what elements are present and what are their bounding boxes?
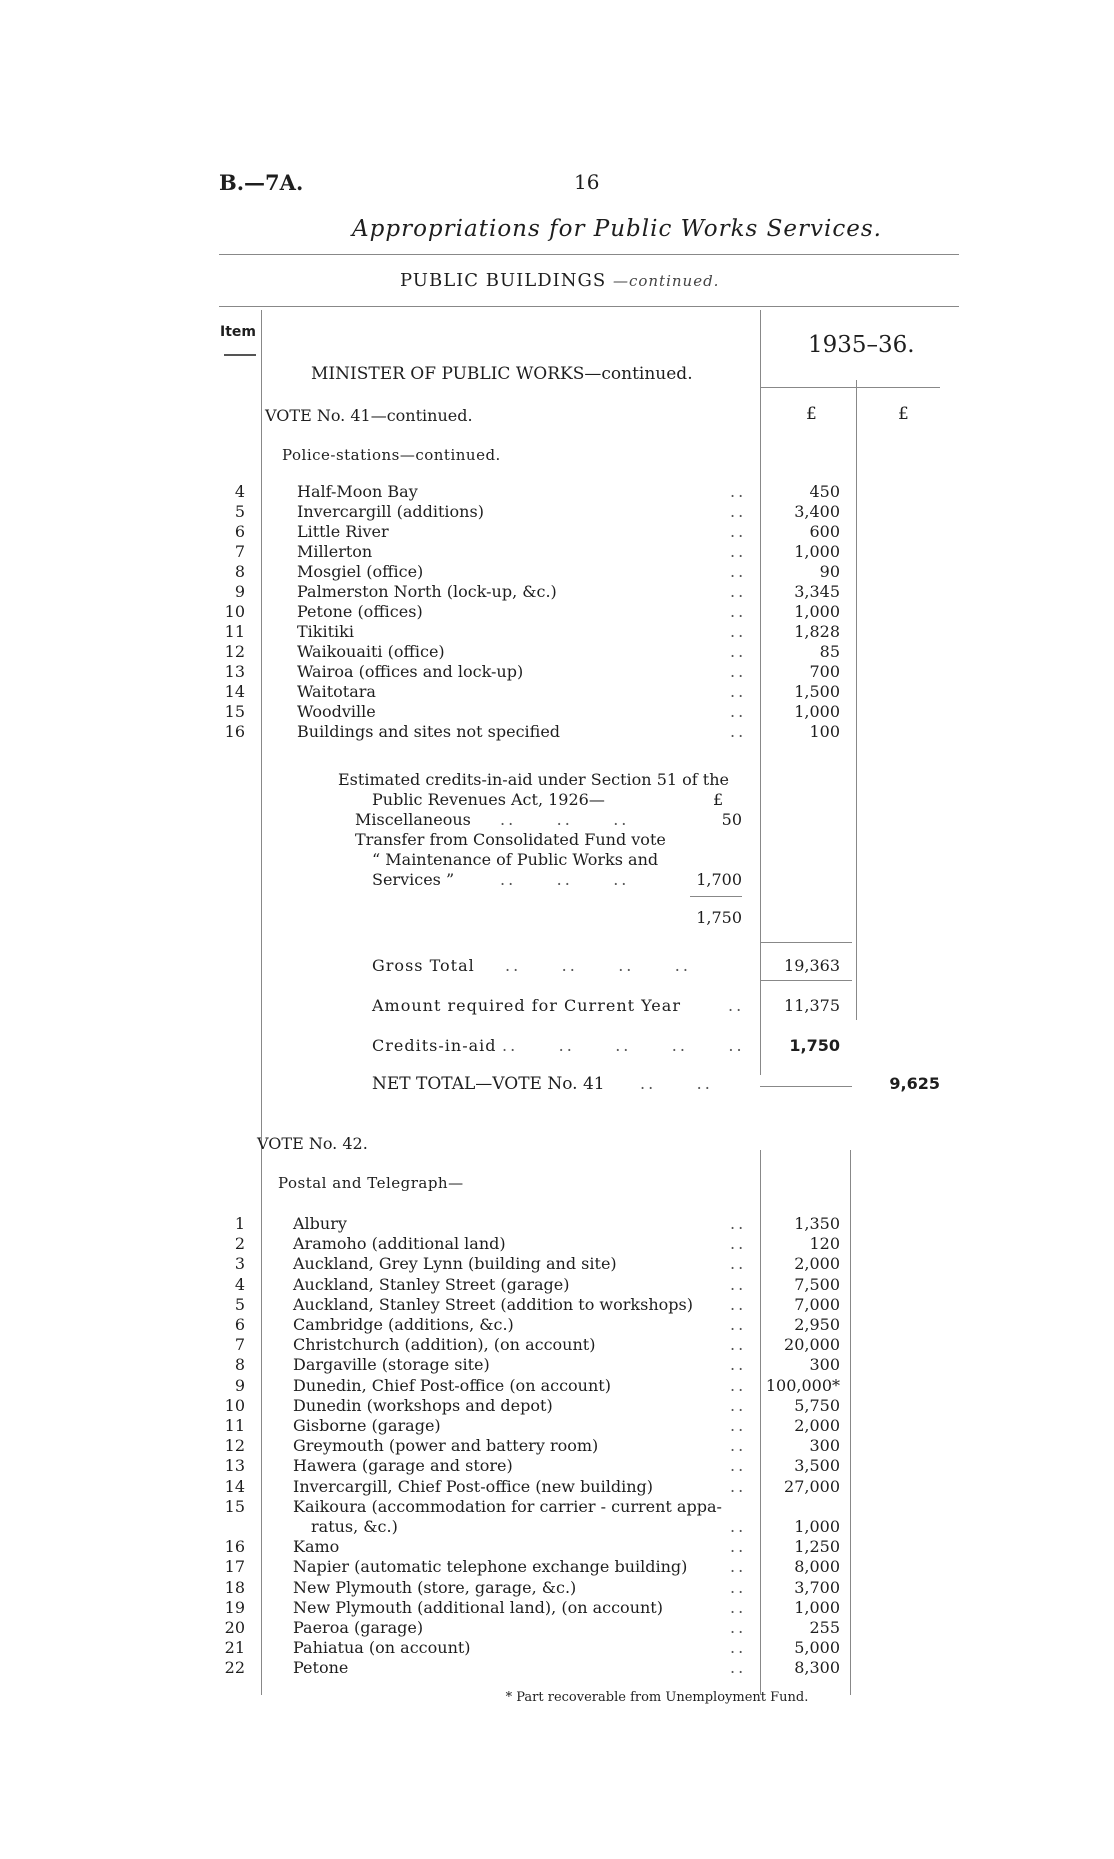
item-amount: 450: [809, 482, 840, 501]
item-number: 10: [224, 1395, 245, 1415]
leader-dots: ..: [730, 502, 747, 521]
leader-dots: .. .. .. ..: [505, 956, 691, 975]
item-description: New Plymouth (additional land), (on account): [293, 1597, 663, 1617]
item-number: 16: [224, 722, 245, 741]
leader-dots: .. .. .. .. ..: [502, 1036, 745, 1055]
item-number: 2: [234, 1234, 245, 1254]
item-amount: 2,950: [794, 1315, 840, 1334]
item-number: 1: [234, 1214, 245, 1233]
item-amount: 300: [809, 1355, 840, 1375]
item-number: 3: [234, 1254, 245, 1274]
credits-transfer1: Transfer from Consolidated Fund vote: [355, 830, 666, 849]
leader-dots: ..: [730, 722, 747, 741]
credits-transfer3: Services ”: [372, 870, 455, 889]
item-description: Palmerston North (lock-up, &c.): [297, 582, 557, 601]
item-number: 6: [234, 1315, 245, 1334]
table-row: [0, 1275, 1114, 1295]
gross-rule-bottom: [760, 980, 852, 981]
item-amount: 7,000: [794, 1294, 840, 1314]
item-number: 14: [224, 1476, 245, 1496]
credits-subtotal: 1,750: [696, 908, 742, 927]
item-description: Greymouth (power and battery room): [293, 1436, 599, 1456]
item-column-header: Item: [220, 324, 256, 340]
leader-dots: .. .. ..: [500, 870, 630, 889]
item-number: 9: [234, 582, 245, 601]
table-row: [0, 1436, 1114, 1456]
item-description: Dunedin, Chief Post-office (on account): [293, 1375, 611, 1395]
item-description: New Plymouth (store, garage, &c.): [293, 1577, 577, 1597]
item-description: Woodville: [297, 702, 376, 721]
leader-dots: .. ..: [640, 1074, 713, 1093]
item-description: Pahiatua (on account): [293, 1638, 471, 1658]
item-description: Petone (offices): [297, 602, 423, 621]
item-description: Auckland, Grey Lynn (building and site): [293, 1254, 617, 1274]
item-description: Mosgiel (office): [297, 562, 424, 581]
leader-dots: ..: [730, 542, 747, 561]
credits-transfer2: “ Maintenance of Public Works and: [372, 850, 659, 869]
leader-dots: ..: [730, 1355, 747, 1375]
item-amount: 1,000: [794, 702, 840, 721]
item-number: 5: [234, 502, 245, 521]
item-amount: 3,700: [794, 1577, 840, 1597]
leader-dots: ..: [730, 1234, 747, 1254]
table-row: [0, 702, 1114, 722]
item-number: 15: [224, 702, 245, 721]
item-amount: 100: [809, 722, 840, 741]
item-description: Dargaville (storage site): [293, 1355, 490, 1375]
item-number: 8: [234, 1355, 245, 1375]
leader-dots: ..: [730, 642, 747, 661]
item-number: 14: [224, 682, 245, 701]
table-row: [0, 482, 1114, 502]
year-header: 1935–36.: [808, 332, 915, 358]
item-description: Auckland, Stanley Street (addition to workshops): [293, 1294, 693, 1314]
item-amount: 1,828: [794, 622, 840, 641]
leader-dots: ..: [730, 1274, 747, 1294]
item-amount: 700: [809, 662, 840, 681]
item-amount: 5,750: [794, 1395, 840, 1415]
item-number: 12: [224, 642, 245, 661]
item-amount: 120: [809, 1234, 840, 1254]
item-amount: 8,000: [794, 1557, 840, 1577]
net-total: 9,625: [889, 1074, 940, 1093]
credits-in-aid-amount: 1,750: [789, 1036, 840, 1055]
amount-required: 11,375: [784, 996, 840, 1015]
page-title: Appropriations for Public Works Services.: [352, 216, 882, 242]
table-row: [0, 502, 1114, 522]
item-number: 17: [224, 1557, 245, 1577]
item-amount: 20,000: [784, 1335, 840, 1355]
table-row: [0, 1578, 1114, 1598]
table-row: [0, 1254, 1114, 1274]
table-row: [0, 1214, 1114, 1234]
section-subtitle: PUBLIC BUILDINGS —continued.: [400, 270, 720, 291]
table-row: [0, 1658, 1114, 1678]
item-number: 18: [224, 1577, 245, 1597]
table-row: [0, 722, 1114, 742]
item-amount: 8,300: [794, 1658, 840, 1678]
item-number: 21: [224, 1638, 245, 1658]
page-number: 16: [574, 170, 600, 194]
leader-dots: ..: [730, 562, 747, 581]
item-number: 7: [234, 1335, 245, 1355]
item-description: Waitotara: [297, 682, 376, 701]
leader-dots: ..: [730, 602, 747, 621]
leader-dots: ..: [730, 1658, 747, 1678]
item-amount: 2,000: [794, 1254, 840, 1274]
table-row: [0, 1234, 1114, 1254]
item-number: 19: [224, 1597, 245, 1617]
item-description: Kamo: [293, 1537, 340, 1557]
item-amount: 85: [819, 642, 840, 661]
item-number: 20: [224, 1618, 245, 1637]
table-row: [0, 1477, 1114, 1497]
item-amount: 1,000: [794, 1597, 840, 1617]
item-number: 13: [224, 662, 245, 681]
leader-dots: ..: [730, 482, 747, 501]
leader-dots: ..: [730, 1557, 747, 1577]
item-description: Napier (automatic telephone exchange building): [293, 1557, 688, 1577]
table-row: [0, 1376, 1114, 1396]
item-amount: 1,000: [794, 602, 840, 621]
table-row: [0, 662, 1114, 682]
table-row: [0, 682, 1114, 702]
year-rule: [760, 387, 940, 388]
item-description: Wairoa (offices and lock-up): [297, 662, 524, 681]
header-rule: [219, 306, 959, 307]
item-description: Half-Moon Bay: [297, 482, 418, 501]
pound-header: £: [806, 404, 817, 424]
vote41-section: Police-stations—continued.: [282, 446, 501, 464]
table-row: [0, 1618, 1114, 1638]
net-rule: [760, 1086, 852, 1087]
item-description: Millerton: [297, 542, 373, 561]
item-amount: 3,400: [794, 502, 840, 521]
table-row: [0, 522, 1114, 542]
item-amount: 27,000: [784, 1476, 840, 1496]
table-row: [0, 602, 1114, 622]
credits-in-aid-label: Credits-in-aid: [372, 1036, 497, 1055]
leader-dots: ..: [730, 1537, 747, 1557]
leader-dots: ..: [730, 1597, 747, 1617]
table-row: [0, 1598, 1114, 1618]
item-description: Auckland, Stanley Street (garage): [293, 1274, 570, 1294]
item-description: Paeroa (garage): [293, 1618, 424, 1637]
item-description: Cambridge (additions, &c.): [293, 1315, 514, 1334]
item-amount: 1,000: [794, 542, 840, 561]
table-row: [0, 1557, 1114, 1577]
leader-dots: ..: [730, 662, 747, 681]
item-description: Christchurch (addition), (on account): [293, 1335, 596, 1355]
leader-dots: ..: [730, 1335, 747, 1355]
leader-dots: .. .. ..: [500, 810, 630, 829]
credits-line1: Estimated credits-in-aid under Section 51 of the: [338, 770, 729, 789]
leader-dots: ..: [730, 1416, 747, 1435]
gross-rule: [760, 942, 852, 943]
leader-dots: ..: [730, 1516, 747, 1536]
table-row: [0, 582, 1114, 602]
item-description: Buildings and sites not specified: [297, 722, 561, 741]
table-row: [0, 1295, 1114, 1315]
leader-dots: ..: [730, 1315, 747, 1334]
vote41-heading: VOTE No. 41—continued.: [265, 406, 473, 425]
credits-line2: Public Revenues Act, 1926—: [372, 790, 605, 809]
item-number: 13: [224, 1456, 245, 1476]
table-row: [0, 542, 1114, 562]
item-number: 6: [234, 522, 245, 541]
document-reference: B.—7A.: [219, 170, 304, 195]
leader-dots: ..: [730, 1456, 747, 1476]
subtotal-rule: [690, 896, 742, 897]
table-row: [0, 1416, 1114, 1436]
item-description: Albury: [293, 1214, 347, 1233]
item-amount: 1,500: [794, 682, 840, 701]
table-row: [0, 622, 1114, 642]
item-number: 9: [234, 1375, 245, 1395]
table-row: [0, 1335, 1114, 1355]
item-amount: 1,000: [794, 1516, 840, 1536]
credits-transfer-amount: 1,700: [696, 870, 742, 889]
footnote: * Part recoverable from Unemployment Fund.: [505, 1690, 809, 1705]
item-description: Invercargill, Chief Post-office (new building): [293, 1476, 653, 1496]
item-number: 16: [224, 1537, 245, 1557]
item-description: Little River: [297, 522, 389, 541]
item-number: 7: [234, 542, 245, 561]
item-amount: 1,250: [794, 1537, 840, 1557]
leader-dots: ..: [730, 1638, 747, 1658]
table-row: [0, 562, 1114, 582]
item-amount: 600: [809, 522, 840, 541]
item-number: 8: [234, 562, 245, 581]
item-amount: 2,000: [794, 1416, 840, 1435]
item-amount: 255: [809, 1618, 840, 1637]
item-amount: 90: [819, 562, 840, 581]
item-amount: 3,345: [794, 582, 840, 601]
table-row: [0, 1456, 1114, 1476]
leader-dots: ..: [728, 996, 745, 1015]
item-description: Tikitiki: [297, 622, 354, 641]
item-number: 4: [234, 482, 245, 501]
gross-total: 19,363: [784, 956, 840, 975]
table-row: [0, 1396, 1114, 1416]
item-description: Aramoho (additional land): [293, 1234, 506, 1254]
item-number: 4: [234, 1274, 245, 1294]
item-description: Petone: [293, 1658, 349, 1678]
credits-misc-amount: 50: [721, 810, 742, 829]
item-description: Kaikoura (accommodation for carrier - current appa-: [293, 1496, 722, 1516]
table-row: [0, 1496, 1114, 1536]
vote42-heading: VOTE No. 42.: [257, 1134, 368, 1153]
title-rule: [219, 254, 959, 255]
leader-dots: ..: [730, 1577, 747, 1597]
leader-dots: ..: [730, 622, 747, 641]
item-amount: 300: [809, 1436, 840, 1456]
item-underline: [224, 354, 256, 356]
leader-dots: ..: [730, 1618, 747, 1637]
table-row: [0, 1315, 1114, 1335]
leader-dots: ..: [730, 1214, 747, 1233]
item-description: Dunedin (workshops and depot): [293, 1395, 553, 1415]
item-amount: 5,000: [794, 1638, 840, 1658]
leader-dots: ..: [730, 1294, 747, 1314]
table-row: [0, 1638, 1114, 1658]
leader-dots: ..: [730, 1476, 747, 1496]
item-description: Hawera (garage and store): [293, 1456, 513, 1476]
item-amount: 1,350: [794, 1214, 840, 1233]
pound-header-total: £: [898, 404, 909, 424]
leader-dots: ..: [730, 1436, 747, 1456]
item-amount: 3,500: [794, 1456, 840, 1476]
item-amount: 100,000*: [765, 1375, 840, 1395]
item-description-continued: ratus, &c.): [311, 1516, 398, 1536]
leader-dots: ..: [730, 682, 747, 701]
item-number: 22: [224, 1658, 245, 1678]
item-number: 10: [224, 602, 245, 621]
leader-dots: ..: [730, 1254, 747, 1274]
net-total-label: NET TOTAL—VOTE No. 41: [372, 1074, 605, 1094]
gross-total-label: Gross Total: [372, 956, 475, 975]
table-row: [0, 1355, 1114, 1375]
leader-dots: ..: [730, 702, 747, 721]
item-description: Waikouaiti (office): [297, 642, 445, 661]
minister-heading: MINISTER OF PUBLIC WORKS—continued.: [311, 364, 693, 384]
item-number: 15: [224, 1496, 245, 1516]
credits-misc-label: Miscellaneous: [355, 810, 471, 829]
item-description: Invercargill (additions): [297, 502, 484, 521]
leader-dots: ..: [730, 522, 747, 541]
amount-required-label: Amount required for Current Year: [372, 996, 681, 1015]
item-description: Gisborne (garage): [293, 1416, 441, 1435]
leader-dots: ..: [730, 1375, 747, 1395]
table-row: [0, 642, 1114, 662]
item-amount: 7,500: [794, 1274, 840, 1294]
table-row: [0, 1537, 1114, 1557]
leader-dots: ..: [730, 582, 747, 601]
item-number: 11: [224, 622, 245, 641]
item-number: 11: [224, 1416, 245, 1435]
vote42-section: Postal and Telegraph—: [278, 1174, 464, 1192]
item-number: 12: [224, 1436, 245, 1456]
item-number: 5: [234, 1294, 245, 1314]
leader-dots: ..: [730, 1395, 747, 1415]
credits-pound: £: [713, 790, 724, 809]
